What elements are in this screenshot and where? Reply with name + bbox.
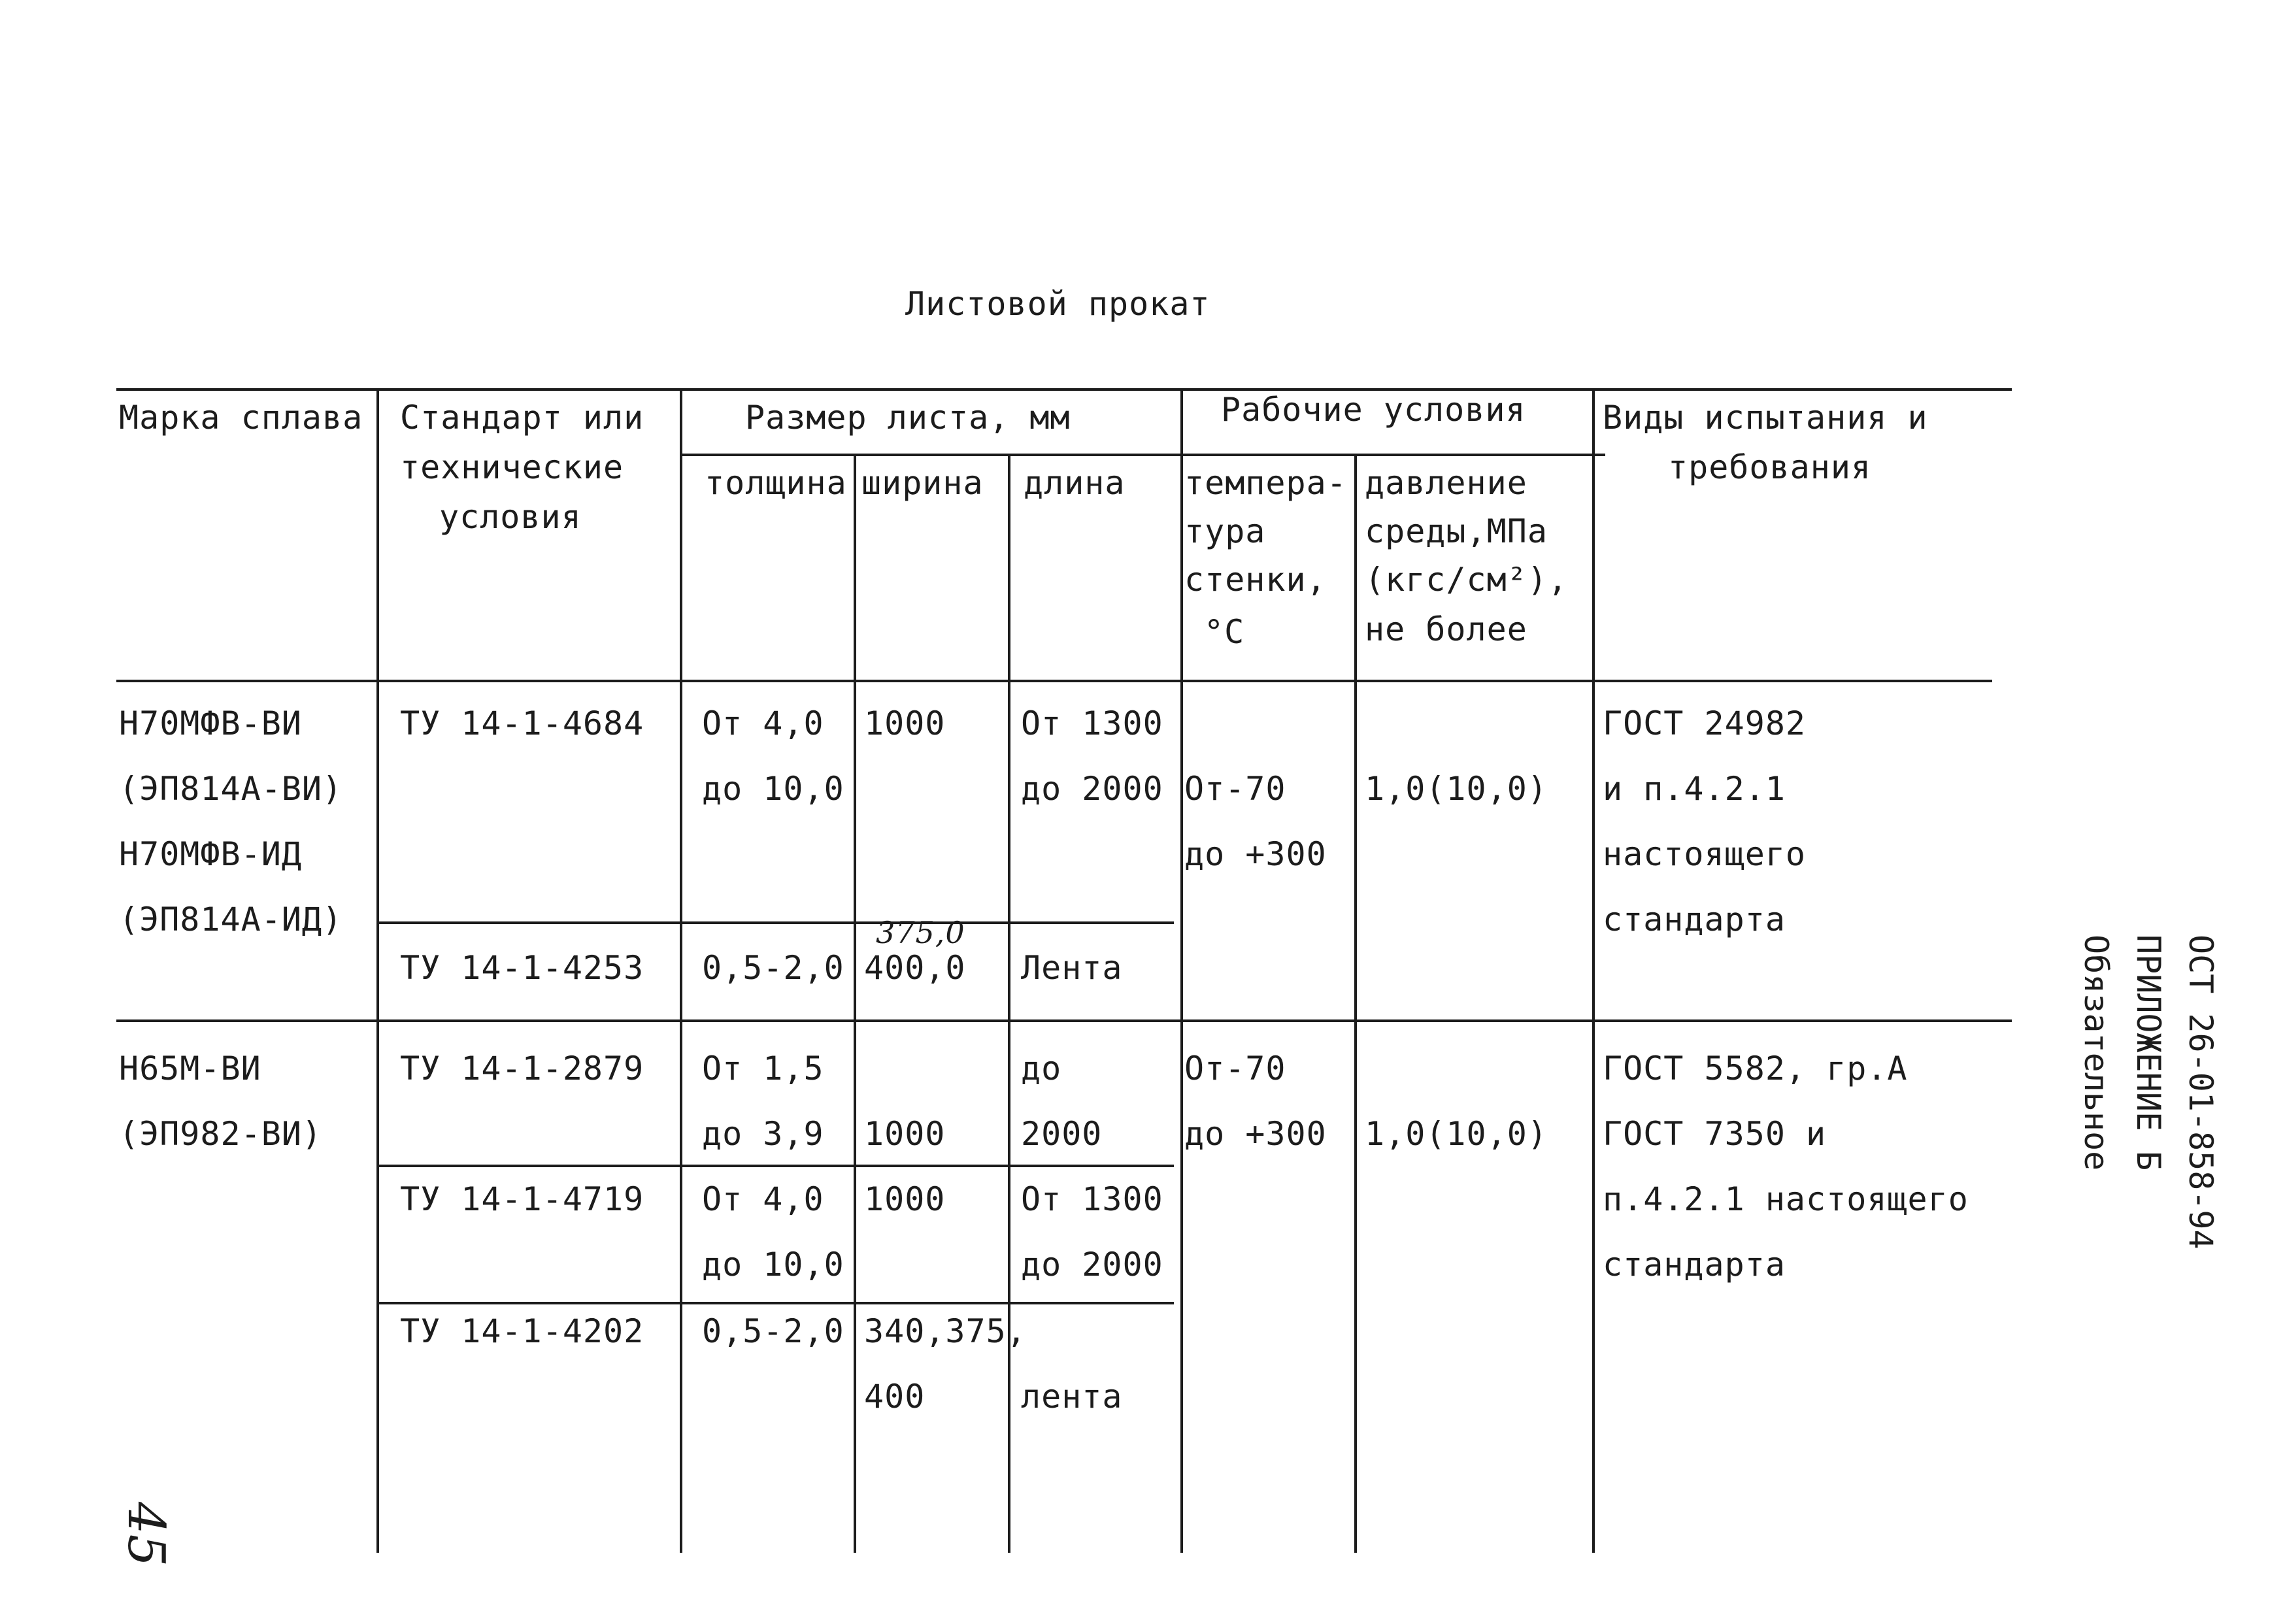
g1-tests-3: настоящего [1603, 835, 1807, 873]
g1-grade-4: (ЭП814А-ИД) [119, 901, 343, 938]
g2-r1-width: 1000 [864, 1115, 946, 1153]
g2-r1-thickness-2: до 3,9 [702, 1115, 824, 1153]
header-grade: Марка сплава [119, 399, 363, 437]
g1-temp-2: до +300 [1184, 835, 1327, 873]
g2-r1-length-1: до [1021, 1050, 1062, 1087]
header-standard-line1: Стандарт или [400, 399, 644, 437]
g1-r1-thickness-2: до 10,0 [702, 770, 844, 808]
g2-r2-width: 1000 [864, 1180, 946, 1218]
g2-r2-thickness-2: до 10,0 [702, 1246, 844, 1284]
side-mandatory: Обязательное [2077, 935, 2115, 1171]
g1-temp-1: От-70 [1184, 770, 1286, 808]
g1-grade-2: (ЭП814А-ВИ) [119, 770, 343, 808]
g1-r2-thickness: 0,5-2,0 [702, 949, 844, 987]
header-sheet-size: Размер листа, мм [745, 399, 1071, 437]
g1-r1-width: 1000 [864, 704, 946, 742]
header-pressure-line4: не более [1365, 610, 1527, 648]
g2-r1-length-2: 2000 [1021, 1115, 1103, 1153]
col-rule-2 [680, 389, 682, 1553]
side-appendix: ПРИЛОЖЕНИЕ Б [2129, 935, 2167, 1171]
header-temp-line3: стенки, [1184, 561, 1327, 599]
g2-r3-width-1: 340,375, [864, 1312, 1027, 1350]
side-doc-number: ОСТ 26-01-858-94 [2182, 935, 2220, 1250]
header-width: ширина [861, 464, 984, 502]
group-divider [116, 1019, 2012, 1022]
g1-pressure: 1,0(10,0) [1365, 770, 1548, 808]
subheader-rule [681, 454, 1605, 456]
g1-r1-standard: ТУ 14-1-4684 [400, 704, 644, 742]
header-length: длина [1024, 464, 1126, 502]
g2-r1-standard: ТУ 14-1-2879 [400, 1050, 644, 1087]
g1-r1-length-1: От 1300 [1021, 704, 1163, 742]
g1-tests-1: ГОСТ 24982 [1603, 704, 1807, 742]
g2-grade-1: Н65М-ВИ [119, 1050, 261, 1087]
g1-tests-4: стандарта [1603, 901, 1786, 938]
g1-r1-length-2: до 2000 [1021, 770, 1163, 808]
header-working-conditions: Рабочие условия [1221, 391, 1526, 429]
col-rule-4 [1008, 455, 1010, 1553]
g2-r3-standard: ТУ 14-1-4202 [400, 1312, 644, 1350]
g2-temp-2: до +300 [1184, 1115, 1327, 1153]
g1-r2-standard: ТУ 14-1-4253 [400, 949, 644, 987]
col-rule-5 [1180, 389, 1183, 1553]
header-temp-line2: тура [1184, 512, 1266, 550]
g1-r2-length: Лента [1021, 949, 1123, 987]
g2-r1-thickness-1: От 1,5 [702, 1050, 824, 1087]
g2-tests-2: ГОСТ 7350 и [1603, 1115, 1827, 1153]
header-pressure-line3: (кгс/см²), [1365, 561, 1569, 599]
g2-r3-length: лента [1021, 1378, 1123, 1416]
header-tests-line2: требования [1668, 448, 1872, 486]
g2-tests-4: стандарта [1603, 1246, 1786, 1284]
g2-pressure: 1,0(10,0) [1365, 1115, 1548, 1153]
g1-grade-3: Н70МФВ-ИД [119, 835, 302, 873]
g2-r2-standard: ТУ 14-1-4719 [400, 1180, 644, 1218]
row-divider-3 [378, 1302, 1174, 1304]
g2-r2-length-1: От 1300 [1021, 1180, 1163, 1218]
row-divider-2 [378, 1165, 1174, 1167]
g2-grade-2: (ЭП982-ВИ) [119, 1115, 323, 1153]
header-standard-line3: условия [439, 498, 582, 536]
col-rule-6 [1354, 455, 1357, 1553]
g1-grade-1: Н70МФВ-ВИ [119, 704, 302, 742]
header-temp-unit: °С [1204, 613, 1245, 651]
row-divider-1 [378, 921, 1174, 924]
g2-tests-3: п.4.2.1 настоящего [1603, 1180, 1969, 1218]
header-standard-line2: технические [400, 448, 624, 486]
g2-r2-length-2: до 2000 [1021, 1246, 1163, 1284]
g1-r2-width-handwritten: 375,0 [876, 915, 965, 950]
g2-r3-width-2: 400 [864, 1378, 926, 1416]
col-rule-7 [1592, 389, 1595, 1553]
g1-tests-2: и п.4.2.1 [1603, 770, 1786, 808]
header-tests-line1: Виды испытания и [1603, 399, 1928, 437]
header-pressure-line1: давление [1365, 464, 1527, 502]
page-number: 45 [116, 1502, 175, 1567]
table-title: Листовой прокат [905, 285, 1210, 323]
g2-temp-1: От-70 [1184, 1050, 1286, 1087]
col-rule-1 [376, 389, 379, 1553]
header-pressure-line2: среды,МПа [1365, 512, 1548, 550]
header-temp-line1: темпера- [1184, 464, 1347, 502]
header-thickness: толщина [705, 464, 847, 502]
col-rule-3 [854, 455, 856, 1553]
g1-r2-width: 400,0 [864, 949, 966, 987]
g2-r2-thickness-1: От 4,0 [702, 1180, 824, 1218]
header-top-rule [116, 388, 2012, 391]
header-bottom-rule [116, 680, 1992, 682]
g1-r1-thickness-1: От 4,0 [702, 704, 824, 742]
g2-r3-thickness: 0,5-2,0 [702, 1312, 844, 1350]
g2-tests-1: ГОСТ 5582, гр.А [1603, 1050, 1908, 1087]
